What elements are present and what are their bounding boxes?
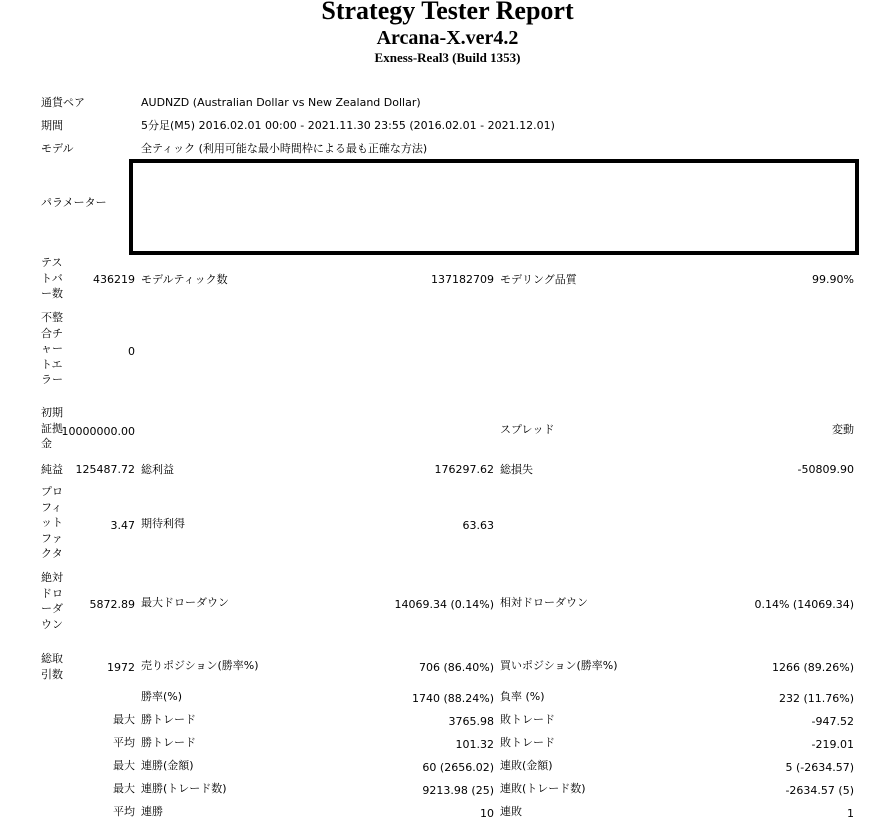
expected-payoff-value: 63.63 [462,519,494,532]
row-label-right: 敗トレード [500,736,555,749]
row-label-left: 勝トレード [141,713,196,726]
row-label-right: 連敗(金額) [500,759,553,772]
gross-loss-value: -50809.90 [797,463,854,476]
relative-drawdown-value: 0.14% (14069.34) [754,598,854,611]
ticks-label: モデルティック数 [141,273,228,286]
mismatch-value: 0 [128,345,135,358]
total-trades-value: 1972 [107,661,135,674]
quality-label: モデリング品質 [500,273,577,286]
spread-label: スプレッド [500,423,555,436]
mismatch-label: 不整合チャートエラー [41,311,63,386]
account-info: Exness-Real3 (Build 1353) [374,50,521,65]
max-drawdown-value: 14069.34 (0.14%) [394,598,494,611]
row-value-left: 60 (2656.02) [422,761,494,774]
row-prefix: 平均 [113,736,135,749]
profit-factor-value: 3.47 [110,519,135,532]
total-trades-label: 総取引数 [41,652,63,681]
row-prefix: 平均 [113,805,135,818]
expert-name: Arcana-X.ver4.2 [376,27,519,49]
absolute-drawdown-value: 5872.89 [89,598,135,611]
ticks-value: 137182709 [431,273,494,286]
row-label-right: 負率 (%) [500,690,545,703]
long-positions-label: 買いポジション(勝率%) [500,659,618,672]
spread-value: 変動 [832,423,854,436]
row-label-left: 勝トレード [141,736,196,749]
row-label-left: 勝率(%) [141,690,183,703]
row-label-right: 連敗 [500,805,522,818]
long-positions-value: 1266 (89.26%) [771,661,854,674]
absolute-drawdown-label: 絶対ドローダウン [41,571,63,631]
row-value-left: 10 [480,807,494,820]
profit-factor-label: プロフィットファクタ [41,485,63,560]
parameters-redacted-box [129,159,859,255]
pair-label: 通貨ペア [41,96,85,109]
bars-label: テストバー数 [41,256,63,300]
gross-profit-value: 176297.62 [434,463,494,476]
short-positions-label: 売りポジション(勝率%) [141,659,259,672]
period-label: 期間 [41,119,63,132]
deposit-value: 10000000.00 [61,425,135,438]
row-value-left: 9213.98 (25) [422,784,494,797]
row-prefix: 最大 [113,759,135,772]
deposit-label: 初期証拠金 [41,406,63,450]
row-value-right: 1 [847,807,854,820]
row-label-right: 敗トレード [500,713,555,726]
bars-value: 436219 [93,273,135,286]
row-label-left: 連勝(金額) [141,759,194,772]
parameters-label: パラメーター [41,196,107,209]
row-value-left: 101.32 [455,738,494,751]
period-value: 5分足(M5) 2016.02.01 00:00 - 2021.11.30 23:55 (2016.02.01 - 2021.12.01) [141,119,555,132]
row-label-left: 連勝 [141,805,163,818]
row-value-right: 232 (11.76%) [778,692,854,705]
row-prefix: 最大 [113,713,135,726]
row-value-right: -2634.57 (5) [785,784,854,797]
quality-value: 99.90% [812,273,854,286]
row-value-right: 5 (-2634.57) [785,761,854,774]
expected-payoff-label: 期待利得 [141,517,185,530]
row-prefix: 最大 [113,782,135,795]
max-drawdown-label: 最大ドローダウン [141,596,229,609]
gross-profit-label: 総利益 [141,463,174,476]
model-label: モデル [41,142,74,155]
row-value-right: -219.01 [811,738,854,751]
row-label-right: 連敗(トレード数) [500,782,586,795]
row-label-left: 連勝(トレード数) [141,782,227,795]
pair-value: AUDNZD (Australian Dollar vs New Zealand Dollar) [141,96,421,109]
row-value-left: 1740 (88.24%) [411,692,494,705]
net-profit-value: 125487.72 [75,463,135,476]
model-value: 全ティック (利用可能な最小時間枠による最も正確な方法) [141,142,428,155]
row-value-left: 3765.98 [448,715,494,728]
row-value-right: -947.52 [811,715,854,728]
report-title: Strategy Tester Report [321,0,574,25]
gross-loss-label: 総損失 [500,463,533,476]
net-profit-label: 純益 [41,463,63,476]
short-positions-value: 706 (86.40%) [418,661,494,674]
relative-drawdown-label: 相対ドローダウン [500,596,588,609]
